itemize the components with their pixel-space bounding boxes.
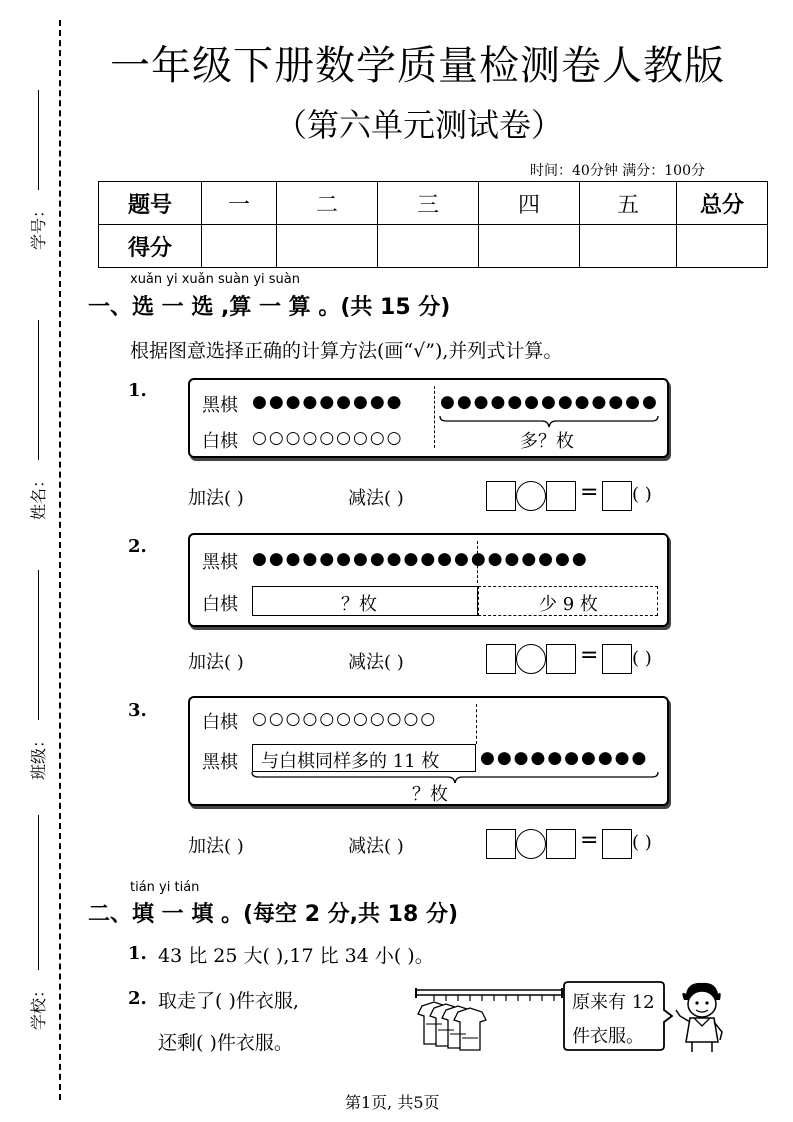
answer-box[interactable] <box>546 481 576 511</box>
name-label: 姓名： <box>29 471 48 520</box>
question-number: 1. <box>128 380 147 401</box>
white-piece-label: 白棋 <box>202 594 238 615</box>
section1-title: 一、选 一 选 ,算 一 算 。(共 15 分) <box>88 295 451 320</box>
black-piece-label: 黑棋 <box>202 752 238 773</box>
unit-paren[interactable]: ( ) <box>632 832 652 853</box>
table-cell: 三 <box>378 182 479 225</box>
subtraction-choice[interactable]: 减法( ) <box>348 488 404 509</box>
q1-diagram <box>188 378 669 458</box>
question-number: 3. <box>128 700 147 721</box>
table-cell: 题号 <box>99 182 202 225</box>
section2-pinyin: tián yi tián <box>130 880 200 895</box>
unit-paren[interactable]: ( ) <box>632 648 652 669</box>
unit-paren[interactable]: ( ) <box>632 484 652 505</box>
score-table-score-row <box>99 225 768 268</box>
score-cell[interactable] <box>202 225 277 268</box>
table-cell: 一 <box>202 182 277 225</box>
student-no-field <box>18 90 58 250</box>
question-number: 2. <box>128 988 147 1009</box>
boy-icon <box>672 980 728 1056</box>
name-line <box>38 320 39 460</box>
table-cell: 得分 <box>99 225 202 268</box>
table-cell: 五 <box>580 182 677 225</box>
score-table-header-row <box>99 182 768 225</box>
divider-line <box>476 704 477 744</box>
black-piece-label: 黑棋 <box>202 395 238 416</box>
section2-q2-line1[interactable]: 取走了( )件衣服, <box>158 990 299 1012</box>
section1-pinyin: xuǎn yi xuǎn suàn yi suàn <box>130 272 300 287</box>
answer-box[interactable] <box>602 481 632 511</box>
table-cell: 总分 <box>677 182 768 225</box>
question-number: 2. <box>128 536 147 557</box>
operator-circle[interactable] <box>516 644 546 674</box>
white-piece-label: 白棋 <box>202 712 238 733</box>
black-same-bar <box>252 744 476 772</box>
brace-icon <box>438 414 660 428</box>
divider-line <box>477 541 478 583</box>
page-title: 一年级下册数学质量检测卷人教版 <box>110 43 725 89</box>
white-piece-label: 白棋 <box>202 431 238 452</box>
black-pieces-right: ●●●●●●●●●●●●● <box>440 392 659 412</box>
q2-diagram <box>188 533 669 627</box>
student-no-line <box>38 90 39 190</box>
time-info: 时间：40分钟 满分：100分 <box>530 163 705 179</box>
answer-box[interactable] <box>602 829 632 859</box>
black-pieces-left: ●●●●●●●●● <box>252 392 404 412</box>
q3-diagram <box>188 696 669 806</box>
class-line <box>38 570 39 720</box>
divider-line <box>434 386 435 448</box>
section1-instruction: 根据图意选择正确的计算方法(画“√”),并列式计算。 <box>130 340 563 362</box>
page-footer: 第1页, 共5页 <box>345 1093 440 1112</box>
score-table <box>98 181 768 268</box>
answer-box[interactable] <box>602 644 632 674</box>
section2-q2-line2[interactable]: 还剩( )件衣服。 <box>158 1032 293 1054</box>
page-subtitle: （第六单元测试卷） <box>275 106 564 144</box>
brace-icon <box>250 770 662 784</box>
score-cell[interactable] <box>677 225 768 268</box>
bubble-line2: 件衣服。 <box>572 1026 644 1047</box>
school-line <box>38 815 39 970</box>
white-less-label: 少 9 枚 <box>539 594 598 615</box>
class-field <box>18 570 58 780</box>
name-field <box>18 320 58 520</box>
score-cell[interactable] <box>580 225 677 268</box>
addition-choice[interactable]: 加法( ) <box>188 652 244 673</box>
equals-sign: = <box>580 480 599 505</box>
white-pieces: ○○○○○○○○○○○ <box>252 709 438 729</box>
black-pieces: ●●●●●●●●●●●●●●●●●●●● <box>252 549 589 569</box>
question-unknown: 多？枚 <box>520 431 574 452</box>
school-field <box>18 815 58 1030</box>
bubble-line1: 原来有 12 <box>572 992 655 1013</box>
answer-box[interactable] <box>486 829 516 859</box>
subtraction-choice[interactable]: 减法( ) <box>348 836 404 857</box>
section2-q1-text[interactable]: 43 比 25 大( ),17 比 34 小( )。 <box>158 945 434 967</box>
answer-box[interactable] <box>486 644 516 674</box>
binding-dashed-line <box>59 20 61 1100</box>
operator-circle[interactable] <box>516 481 546 511</box>
table-cell: 二 <box>277 182 378 225</box>
white-less-bar <box>478 586 658 616</box>
answer-box[interactable] <box>486 481 516 511</box>
class-label: 班级： <box>29 731 48 780</box>
table-cell: 四 <box>479 182 580 225</box>
score-cell[interactable] <box>378 225 479 268</box>
answer-box[interactable] <box>546 644 576 674</box>
white-unknown-label: ？枚 <box>341 594 377 615</box>
equals-sign: = <box>580 828 599 853</box>
school-label: 学校： <box>29 981 48 1030</box>
score-cell[interactable] <box>479 225 580 268</box>
black-same-label: 与白棋同样多的 11 枚 <box>261 751 440 772</box>
equals-sign: = <box>580 643 599 668</box>
total-unknown: ？枚 <box>412 784 448 805</box>
question-number: 1. <box>128 943 147 964</box>
addition-choice[interactable]: 加法( ) <box>188 836 244 857</box>
operator-circle[interactable] <box>516 829 546 859</box>
addition-choice[interactable]: 加法( ) <box>188 488 244 509</box>
student-no-label: 学号： <box>29 201 48 250</box>
white-pieces-left: ○○○○○○○○○ <box>252 428 404 448</box>
black-piece-label: 黑棋 <box>202 552 238 573</box>
section2-title: 二、填 一 填 。(每空 2 分,共 18 分) <box>88 902 459 927</box>
subtraction-choice[interactable]: 减法( ) <box>348 652 404 673</box>
score-cell[interactable] <box>277 225 378 268</box>
white-unknown-bar <box>252 586 478 616</box>
answer-box[interactable] <box>546 829 576 859</box>
black-pieces-right: ●●●●●●●●●● <box>480 748 649 768</box>
clothes-rack-icon <box>412 984 568 1060</box>
